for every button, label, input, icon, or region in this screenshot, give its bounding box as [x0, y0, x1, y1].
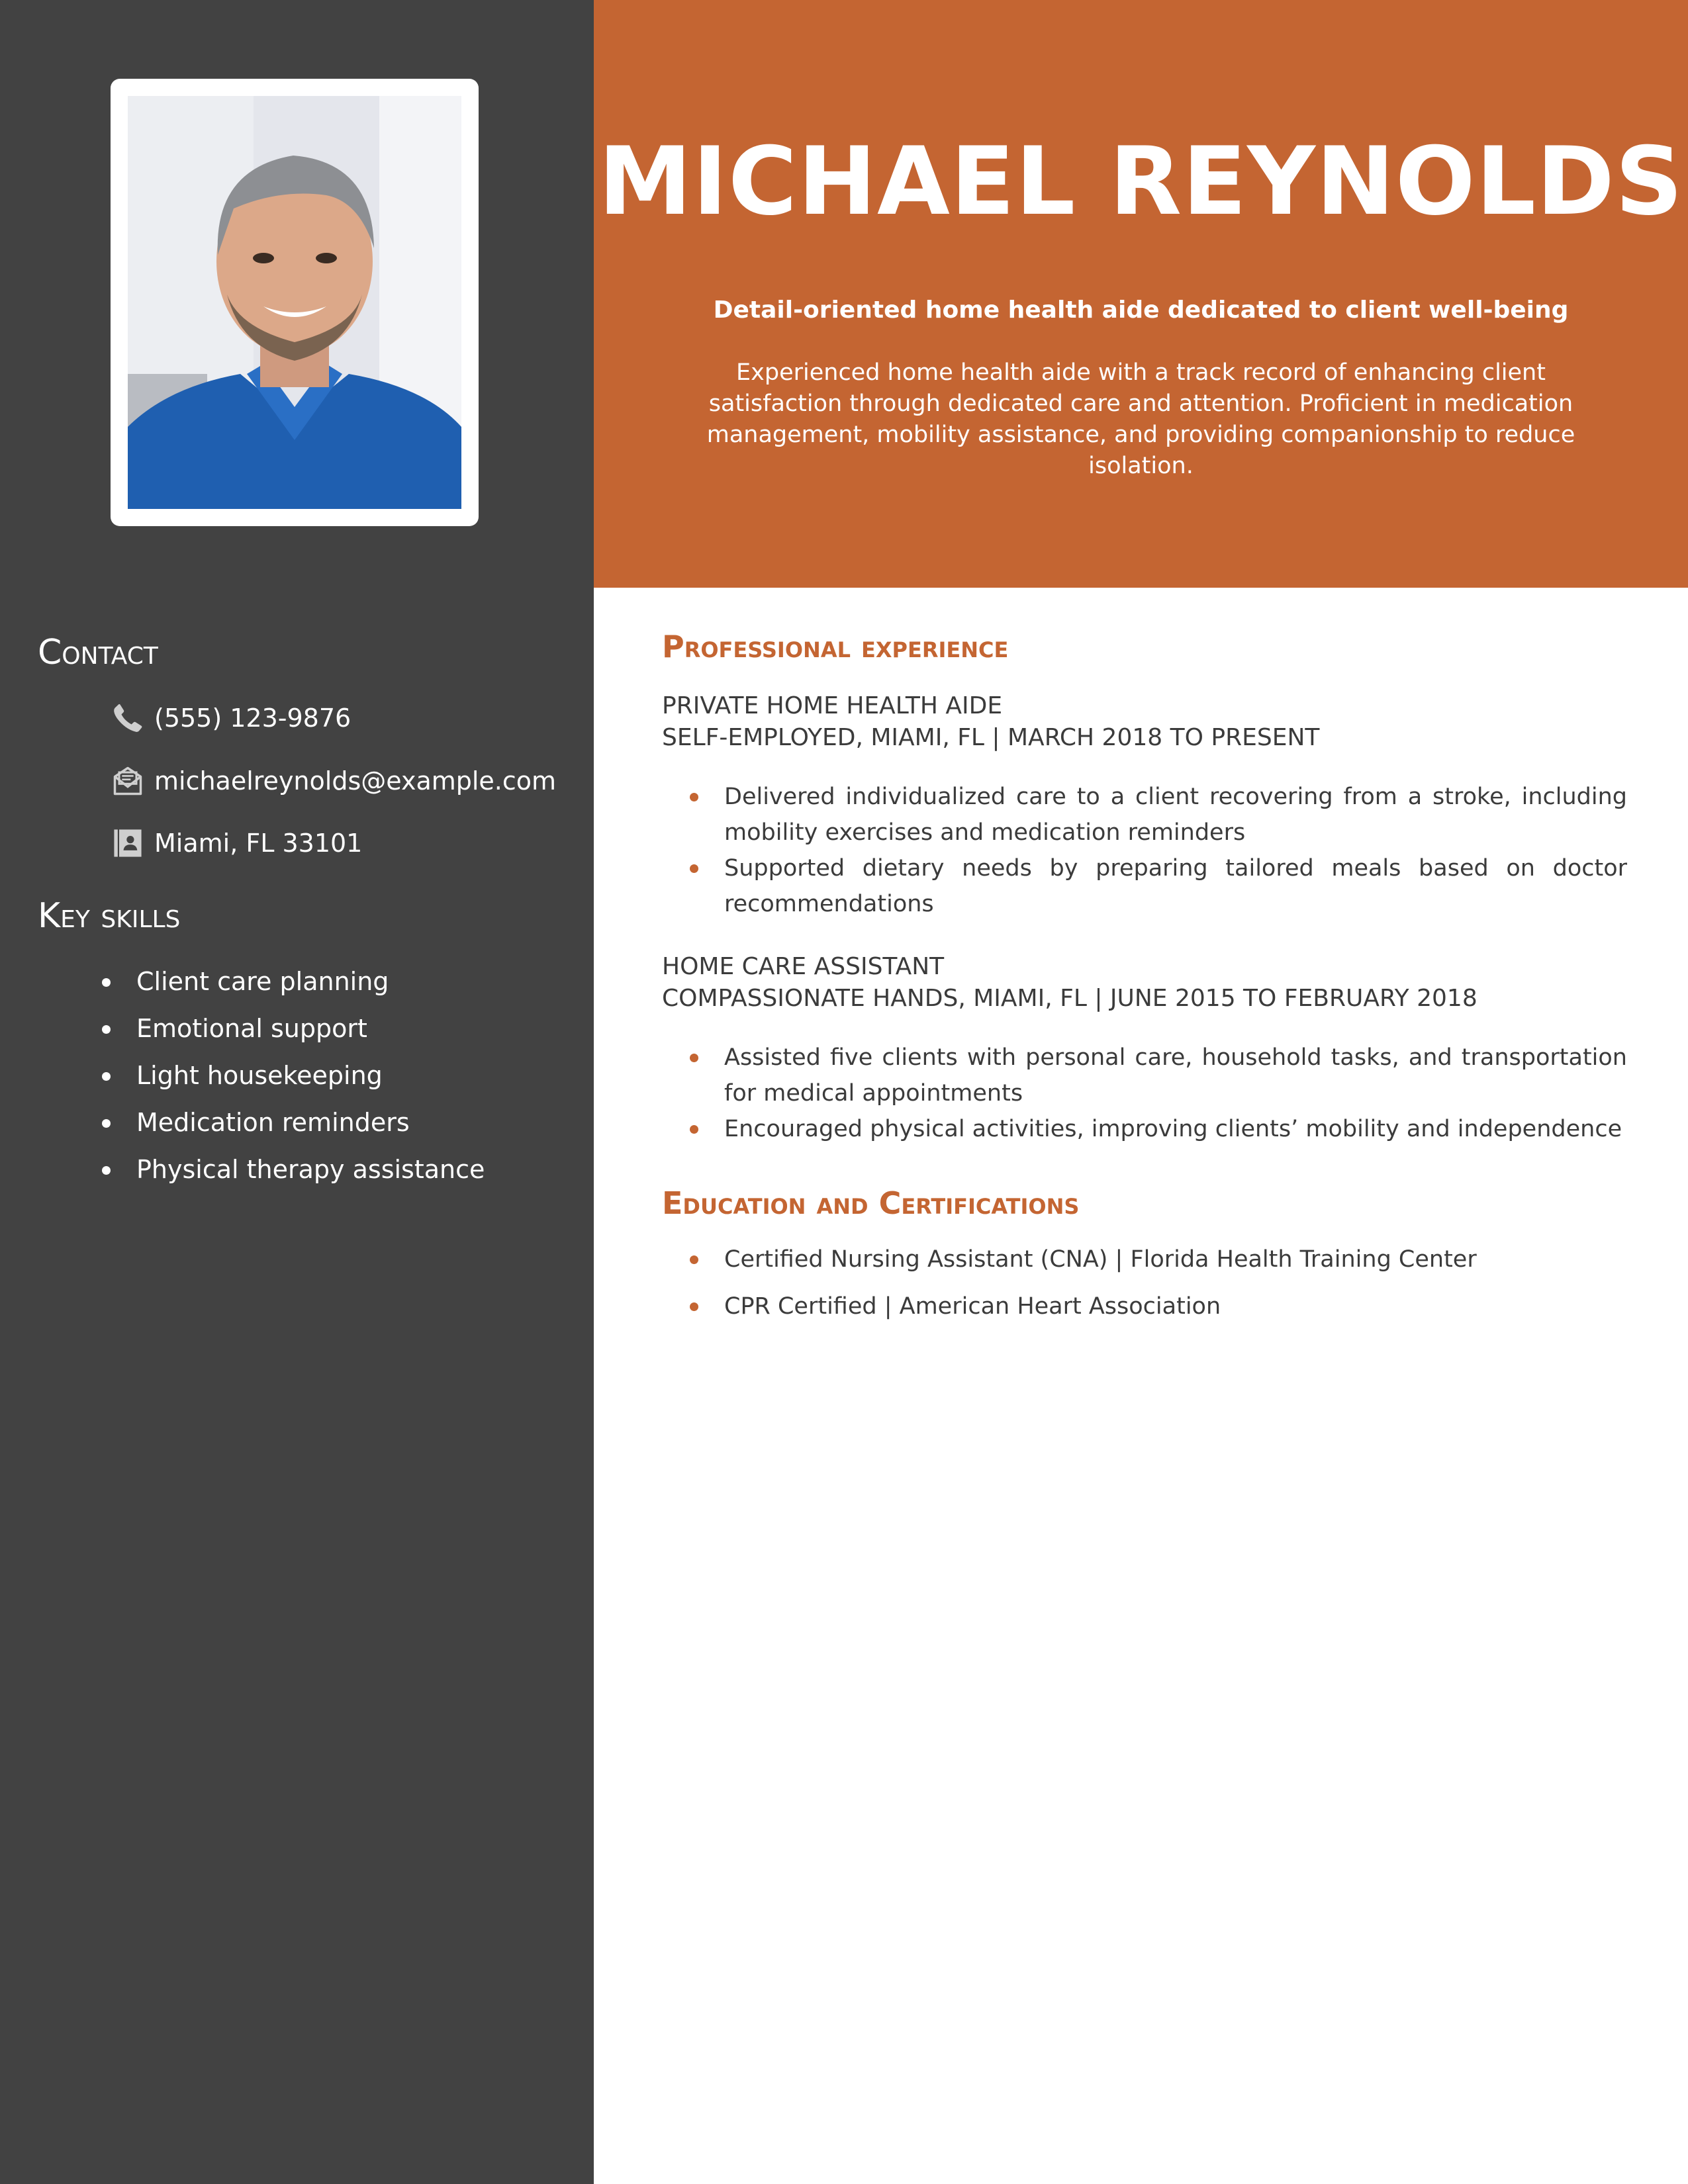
location-text: Miami, FL 33101 [154, 829, 363, 858]
education-heading: Education and Certifications [662, 1185, 1080, 1222]
contact-heading: Contact [38, 633, 158, 672]
skill-item: Light housekeeping [99, 1056, 485, 1103]
skill-item: Client care planning [99, 962, 485, 1009]
skill-item: Physical therapy assistance [99, 1150, 485, 1197]
candidate-name: MICHAEL REYNOLDS [598, 127, 1684, 236]
experience-heading: Professional experience [662, 629, 1009, 664]
summary: Experienced home health aide with a track record of enhancing client satisfaction through dedicated care and attention. Proficient in medication management, mobility assistance, and providing companionship to reduce isolation. [706, 359, 1575, 479]
education-list [662, 1236, 1627, 1330]
skills-heading: Key skills [38, 896, 181, 936]
contact-phone[interactable] [109, 698, 351, 738]
email-text: michaelreynolds@example.com [154, 766, 557, 796]
sidebar [0, 0, 594, 2184]
skill-item: Emotional support [99, 1009, 485, 1056]
job-bullet: Supported dietary needs by preparing tailored meals based on doctor recommendations [662, 850, 1627, 922]
job-meta: SELF-EMPLOYED, MIAMI, FL | MARCH 2018 TO PRESENT [662, 724, 1320, 752]
phone-text: (555) 123-9876 [154, 704, 352, 733]
job-entry [662, 690, 1627, 922]
address-card-icon [109, 825, 146, 862]
tagline: Detail-oriented home health aide dedicated to client well-being [713, 296, 1569, 324]
job-meta: COMPASSIONATE HANDS, MIAMI, FL | JUNE 2015 TO FEBRUARY 2018 [662, 985, 1477, 1013]
profile-photo-frame [111, 79, 479, 526]
job-bullets [662, 1040, 1627, 1147]
job-entry [662, 951, 1627, 1147]
skill-item: Medication reminders [99, 1103, 485, 1150]
profile-photo [128, 96, 461, 509]
envelope-icon [109, 762, 146, 799]
skills-list [99, 962, 485, 1197]
job-title: HOME CARE ASSISTANT [662, 953, 945, 981]
education-item: Certified Nursing Assistant (CNA) | Florida Health Training Center [662, 1236, 1627, 1283]
job-bullet: Encouraged physical activities, improving clients’ mobility and independence [662, 1111, 1627, 1147]
header-banner [594, 0, 1688, 588]
phone-icon [109, 700, 146, 737]
contact-email[interactable] [109, 761, 556, 801]
job-bullet: Assisted five clients with personal care, household tasks, and transportation for medical appointments [662, 1040, 1627, 1111]
contact-location[interactable] [109, 823, 362, 863]
job-bullets [662, 779, 1627, 922]
main-content [662, 629, 1627, 1330]
job-title: PRIVATE HOME HEALTH AIDE [662, 692, 1003, 720]
education-item: CPR Certified | American Heart Association [662, 1283, 1627, 1330]
job-bullet: Delivered individualized care to a client recovering from a stroke, including mobility exercises and medication reminders [662, 779, 1627, 850]
